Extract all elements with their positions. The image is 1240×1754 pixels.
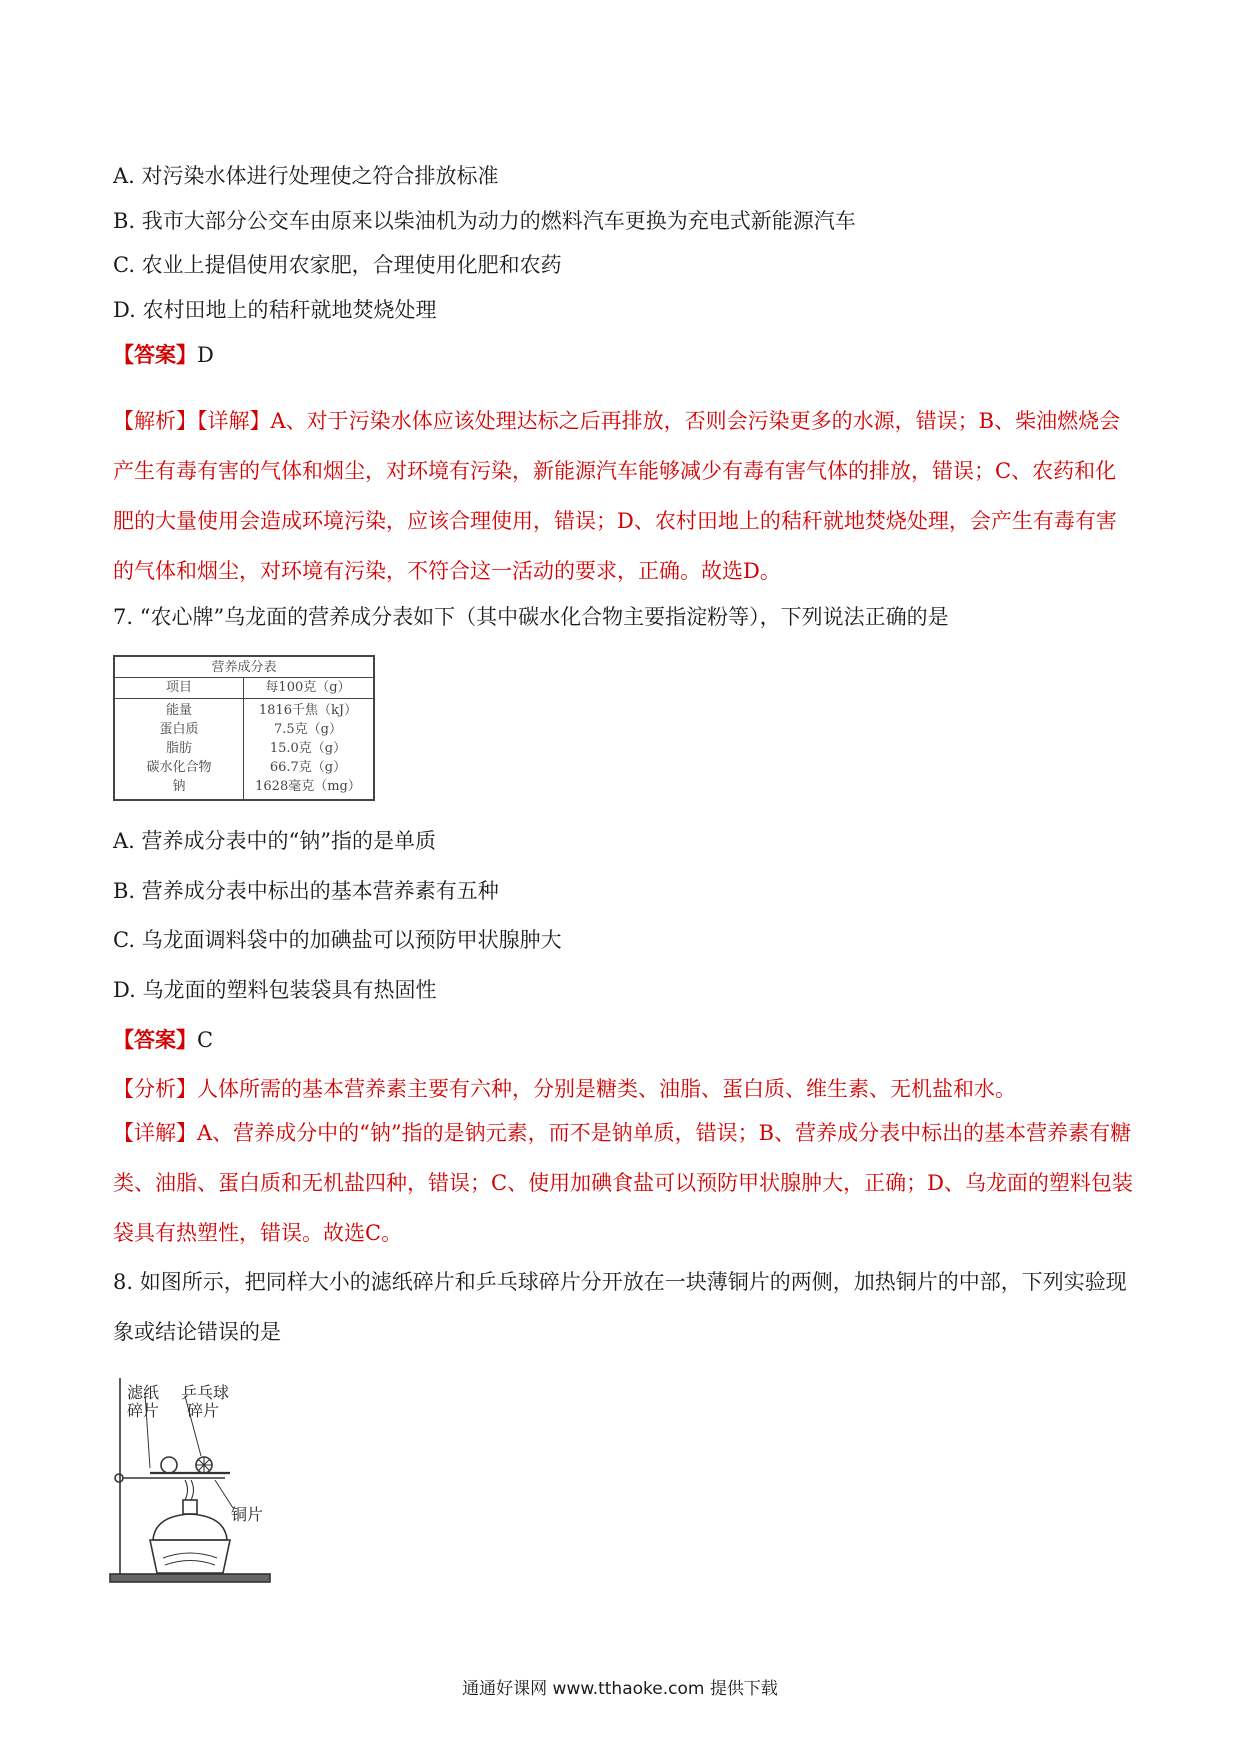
q7-detail: 【详解】A、营养成分中的“钠”指的是钠元素，而不是钠单质，错误；B、营养成分表中标出的基本营养素有糖类、油脂、蛋白质和无机盐四种，错误；C、使用加碘食盐可以预防甲状腺肿大，正确；D、乌龙面的塑料包装袋具有热塑性，错误。故选C。: [113, 1121, 1133, 1245]
q7-stem: 7. “农心牌”乌龙面的营养成分表如下（其中碳水化合物主要指淀粉等），下列说法正确的是: [113, 605, 949, 629]
table-cell: 15.0克（g）: [269, 741, 347, 756]
label-pingpong-2: 碎片: [187, 1401, 220, 1420]
footer: 通通好课网 www.tthaoke.com 提供下载: [462, 1679, 778, 1699]
q7-analysis: 【分析】人体所需的基本营养素主要有六种，分别是糖类、油脂、蛋白质、维生素、无机盐和水。: [113, 1077, 1016, 1101]
alcohol-lamp-body: [153, 1514, 227, 1540]
table-row: [115, 739, 373, 758]
q6-option-c: C. 农业上提倡使用农家肥，合理使用化肥和农药: [113, 253, 562, 277]
table-header-item: 项目: [165, 680, 192, 695]
answer-label: 【答案】: [113, 342, 197, 367]
alcohol-lamp-wick: [183, 1500, 197, 1514]
label-filter-paper-2: 碎片: [127, 1401, 160, 1420]
table-cell: 脂肪: [165, 741, 192, 756]
table-cell: 钠: [172, 779, 186, 794]
q7-option-d: D. 乌龙面的塑料包装袋具有热固性: [113, 978, 437, 1002]
q6-option-a: A. 对污染水体进行处理使之符合排放标准: [113, 164, 499, 188]
q8-stem: 8. 如图所示，把同样大小的滤纸碎片和乒乓球碎片分开放在一块薄铜片的两侧，加热铜片的中部，下列实验现象或结论错误的是: [113, 1270, 1127, 1344]
table-cell: 蛋白质: [159, 722, 199, 737]
table-cell: 1816千焦（kJ）: [258, 703, 358, 718]
label-copper: 铜片: [231, 1505, 264, 1524]
table-row: [115, 777, 373, 796]
clamp-screw: [115, 1474, 123, 1482]
table-row: [115, 701, 373, 720]
label-pingpong-1: 乒乓球: [181, 1383, 230, 1402]
table-cell: 66.7克（g）: [269, 760, 347, 775]
q6-option-d: D. 农村田地上的秸秆就地焚烧处理: [113, 298, 437, 322]
table-cell: 碳水化合物: [146, 760, 212, 775]
q6-analysis: 【解析】【详解】A、对于污染水体应该处理达标之后再排放，否则会污染更多的水源，错误；B、柴油燃烧会产生有毒有害的气体和烟尘，对环境有污染，新能源汽车能够减少有毒有害气体的排放，错误；C、农药和化肥的大量使用会造成环境污染，应该合理使用，错误；D、农村田地上的秸秆就地焚烧处理，会产生有毒有害的气体和烟尘，对环境有污染，不符合这一活动的要求，正确。故选D。: [113, 409, 1121, 583]
table-row: [115, 720, 373, 739]
answer-value: C: [197, 1028, 214, 1052]
answer-label: 【答案】: [113, 1027, 197, 1052]
nutrition-table: [113, 655, 375, 801]
q7-option-a: A. 营养成分表中的“钠”指的是单质: [113, 829, 436, 853]
table-row: [115, 758, 373, 777]
table-cell: 1628毫克（mg）: [255, 779, 361, 794]
filter-paper-piece: [161, 1457, 177, 1473]
q6-option-b: B. 我市大部分公交车由原来以柴油机为动力的燃料汽车更换为充电式新能源汽车: [113, 209, 856, 233]
table-cell: 能量: [165, 703, 192, 718]
table-cell: 7.5克（g）: [274, 722, 342, 737]
q7-answer: [113, 1025, 213, 1055]
table-header-per100g: 每100克（g）: [265, 680, 351, 695]
q7-option-c: C. 乌龙面调料袋中的加碘盐可以预防甲状腺肿大: [113, 928, 562, 952]
answer-value: D: [197, 343, 214, 367]
q6-answer: [113, 340, 214, 370]
label-filter-paper-1: 滤纸: [127, 1383, 160, 1402]
copper-heating-apparatus-figure: [105, 1368, 285, 1588]
iron-stand-base: [110, 1574, 270, 1582]
q7-option-b: B. 营养成分表中标出的基本营养素有五种: [113, 879, 499, 903]
table-caption: 营养成分表: [211, 660, 277, 675]
alcohol-lamp-base: [150, 1540, 230, 1573]
